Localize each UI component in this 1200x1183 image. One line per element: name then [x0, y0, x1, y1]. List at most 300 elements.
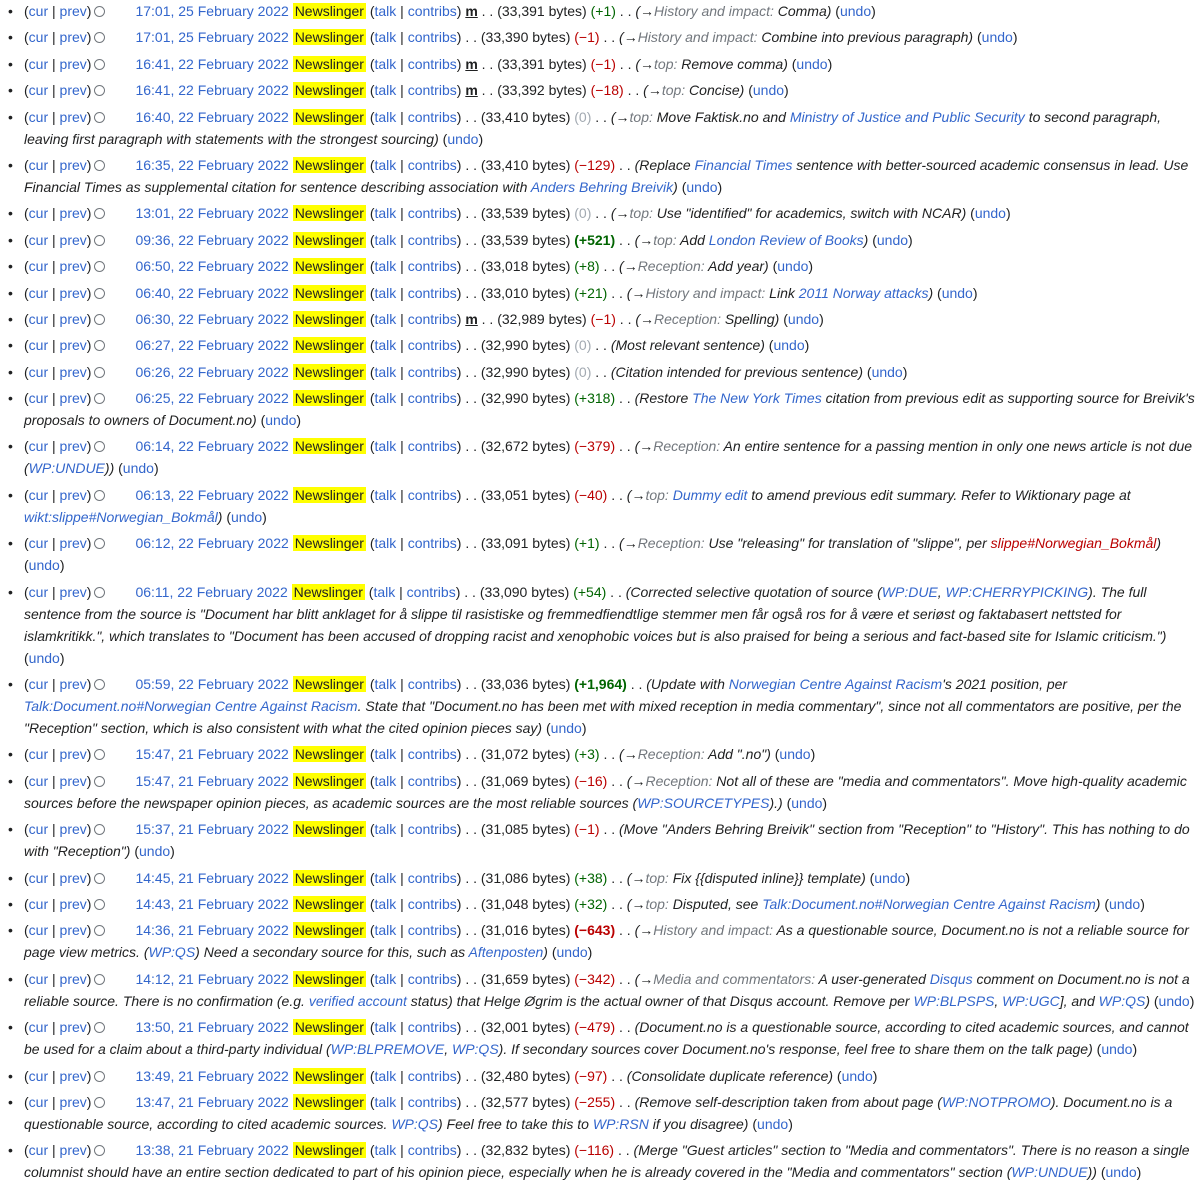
talk-link[interactable]: talk [374, 486, 397, 503]
prev-link[interactable]: prev [59, 363, 87, 380]
user-link[interactable]: Newslinger [294, 310, 364, 327]
prev-link[interactable]: prev [59, 310, 87, 327]
compare-radio[interactable] [94, 59, 105, 70]
prev-link[interactable]: prev [59, 82, 87, 99]
cur-link[interactable]: cur [28, 29, 49, 46]
talk-link[interactable]: talk [374, 82, 397, 99]
timestamp-link[interactable]: 06:26, 22 February 2022 [135, 363, 289, 380]
timestamp-link[interactable]: 14:43, 21 February 2022 [135, 895, 289, 912]
compare-radio[interactable] [94, 974, 105, 985]
undo-link[interactable]: undo [139, 843, 171, 860]
talk-link[interactable]: talk [374, 156, 397, 173]
contribs-link[interactable]: contribs [407, 922, 457, 939]
user-link[interactable]: Newslinger [294, 535, 364, 552]
compare-radio[interactable] [94, 925, 105, 936]
contribs-link[interactable]: contribs [407, 390, 457, 407]
user-link[interactable]: Newslinger [294, 231, 364, 248]
talk-link[interactable]: talk [374, 205, 397, 222]
contribs-link[interactable]: contribs [407, 1142, 457, 1159]
prev-link[interactable]: prev [59, 772, 87, 789]
contribs-link[interactable]: contribs [406, 583, 456, 600]
summary-text: ) [863, 231, 869, 248]
prev-link[interactable]: prev [59, 205, 87, 222]
summary-link[interactable]: WP:BLPREMOVE [330, 1041, 445, 1058]
talk-link[interactable]: talk [374, 922, 397, 939]
compare-radio[interactable] [94, 367, 105, 378]
contribs-link[interactable]: contribs [407, 1019, 457, 1036]
talk-link[interactable]: talk [374, 337, 397, 354]
timestamp-link[interactable]: 15:47, 21 February 2022 [135, 772, 289, 789]
timestamp-link[interactable]: 06:25, 22 February 2022 [135, 390, 289, 407]
timestamp-link[interactable]: 05:59, 22 February 2022 [135, 676, 289, 693]
prev-link[interactable]: prev [59, 676, 87, 693]
cur-link[interactable]: cur [28, 156, 49, 173]
user-link[interactable]: Newslinger [294, 1067, 364, 1084]
summary-link[interactable]: Dummy edit [672, 486, 748, 503]
contribs-link[interactable]: contribs [407, 821, 457, 838]
prev-link[interactable]: prev [59, 869, 87, 886]
prev-link[interactable]: prev [59, 746, 87, 763]
user-link[interactable]: Newslinger [294, 772, 364, 789]
undo-link[interactable]: undo [839, 3, 872, 19]
prev-link[interactable]: prev [59, 156, 87, 173]
prev-link[interactable]: prev [59, 337, 87, 354]
compare-radio[interactable] [94, 679, 105, 690]
undo-link[interactable]: undo [757, 1115, 789, 1132]
compare-radio[interactable] [94, 441, 105, 452]
byte-diff: (−1) [574, 29, 600, 46]
summary-text: sentence with better-sourced academic consensus in lead. Use Financial Times as supplemental citation for sentence describing association with [24, 156, 1189, 195]
summary-link[interactable]: WP:CHERRYPICKING [945, 583, 1089, 600]
undo-link[interactable]: undo [787, 310, 820, 327]
cur-link[interactable]: cur [28, 970, 49, 987]
compare-radio[interactable] [94, 1071, 105, 1082]
user-link[interactable]: Newslinger [294, 970, 364, 987]
byte-size: (32,990 bytes) [480, 337, 571, 354]
cur-link[interactable]: cur [28, 922, 49, 939]
talk-link[interactable]: talk [374, 869, 397, 886]
talk-link[interactable]: talk [374, 772, 397, 789]
prev-link[interactable]: prev [59, 1067, 87, 1084]
timestamp-link[interactable]: 06:40, 22 February 2022 [135, 284, 289, 301]
summary-text: (Remove self-description taken from about page ( [634, 1093, 942, 1110]
compare-radio[interactable] [94, 314, 105, 325]
prev-link[interactable]: prev [59, 3, 87, 19]
undo-link[interactable]: undo [556, 944, 588, 961]
user-link[interactable]: Newslinger [294, 869, 364, 886]
compare-radio[interactable] [94, 1097, 105, 1108]
user-link[interactable]: Newslinger [294, 1142, 364, 1159]
undo-link[interactable]: undo [871, 363, 903, 380]
prev-link[interactable]: prev [59, 821, 87, 838]
prev-link[interactable]: prev [59, 258, 87, 275]
compare-radio[interactable] [94, 1145, 105, 1156]
timestamp-link[interactable]: 06:14, 22 February 2022 [135, 438, 289, 455]
cur-link[interactable]: cur [28, 486, 49, 503]
undo-link[interactable]: undo [231, 508, 263, 525]
cur-link[interactable]: cur [28, 284, 49, 301]
user-link[interactable]: Newslinger [294, 676, 364, 693]
undo-link[interactable]: undo [447, 130, 479, 147]
compare-radio[interactable] [94, 32, 105, 43]
cur-link[interactable]: cur [28, 3, 49, 19]
talk-link[interactable]: talk [374, 1093, 397, 1110]
talk-link[interactable]: talk [374, 108, 397, 125]
contribs-link[interactable]: contribs [407, 486, 457, 503]
cur-link[interactable]: cur [28, 231, 49, 248]
prev-link[interactable]: prev [59, 108, 87, 125]
talk-link[interactable]: talk [373, 583, 396, 600]
cur-link[interactable]: cur [28, 363, 49, 380]
compare-radio[interactable] [94, 85, 105, 96]
talk-link[interactable]: talk [374, 29, 397, 46]
user-link[interactable]: Newslinger [294, 55, 364, 72]
contribs-link[interactable]: contribs [407, 676, 457, 693]
user-link[interactable]: Newslinger [294, 486, 364, 503]
user-link[interactable]: Newslinger [294, 108, 364, 125]
user-link[interactable]: Newslinger [294, 922, 364, 939]
compare-radio[interactable] [94, 749, 105, 760]
contribs-link[interactable]: contribs [407, 310, 457, 327]
talk-link[interactable]: talk [374, 1067, 397, 1084]
byte-size: (33,090 bytes) [479, 583, 570, 600]
user-link[interactable]: Newslinger [294, 363, 364, 380]
compare-radio[interactable] [94, 340, 105, 351]
user-link[interactable]: Newslinger [294, 390, 364, 407]
compare-radio[interactable] [94, 112, 105, 123]
undo-link[interactable]: undo [1105, 1164, 1137, 1181]
byte-diff: (−18) [590, 82, 624, 99]
prev-link[interactable]: prev [59, 1142, 87, 1159]
cur-link[interactable]: cur [28, 438, 49, 455]
summary-link[interactable]: 2011 Norway attacks [798, 284, 929, 301]
timestamp-link[interactable]: 06:27, 22 February 2022 [135, 337, 289, 354]
summary-link[interactable]: Talk:Document.no#Norwegian Centre Against Racism [762, 895, 1096, 912]
summary-text: ) Need a secondary source for this, such as [195, 944, 469, 961]
prev-link[interactable]: prev [59, 1093, 87, 1110]
contribs-link[interactable]: contribs [407, 29, 457, 46]
undo-link[interactable]: undo [773, 337, 805, 354]
summary-link[interactable]: Financial Times [694, 156, 793, 173]
compare-radio[interactable] [94, 288, 105, 299]
compare-radio[interactable] [94, 899, 105, 910]
contribs-link[interactable]: contribs [407, 772, 457, 789]
undo-link[interactable]: undo [777, 258, 809, 275]
compare-radio[interactable] [94, 587, 105, 598]
timestamp-link[interactable]: 14:36, 21 February 2022 [135, 922, 289, 939]
contribs-link[interactable]: contribs [407, 363, 457, 380]
cur-link[interactable]: cur [28, 895, 49, 912]
contribs-link[interactable]: contribs [407, 746, 457, 763]
cur-link[interactable]: cur [28, 258, 49, 275]
cur-link[interactable]: cur [28, 583, 49, 600]
contribs-link[interactable]: contribs [407, 231, 457, 248]
user-link[interactable]: Newslinger [294, 258, 364, 275]
undo-link[interactable]: undo [876, 231, 909, 248]
contribs-link[interactable]: contribs [407, 1067, 457, 1084]
timestamp-link[interactable]: 16:41, 22 February 2022 [135, 55, 289, 72]
undo-link[interactable]: undo [874, 869, 906, 886]
summary-link[interactable]: Ministry of Justice and Public Security [789, 108, 1025, 125]
undo-link[interactable]: undo [1101, 1041, 1133, 1058]
summary-text: comment on Document.no is not a reliable source. There is no confirmation (e.g. [24, 970, 1190, 1009]
timestamp-link[interactable]: 17:01, 25 February 2022 [135, 3, 289, 19]
talk-link[interactable]: talk [374, 970, 397, 987]
cur-link[interactable]: cur [28, 535, 49, 552]
byte-size: (32,001 bytes) [480, 1019, 571, 1036]
contribs-link[interactable]: contribs [407, 1093, 457, 1110]
byte-size: (31,072 bytes) [480, 746, 571, 763]
summary-link[interactable]: WP:UNDUE [1011, 1164, 1088, 1181]
contribs-link[interactable]: contribs [407, 258, 457, 275]
timestamp-link[interactable]: 06:50, 22 February 2022 [135, 258, 289, 275]
contribs-link[interactable]: contribs [407, 55, 457, 72]
user-link[interactable]: Newslinger [294, 438, 364, 455]
user-link[interactable]: Newslinger [294, 205, 364, 222]
undo-link[interactable]: undo [841, 1067, 873, 1084]
prev-link[interactable]: prev [59, 29, 87, 46]
summary-text: top: [629, 205, 653, 222]
undo-link[interactable]: undo [779, 746, 811, 763]
byte-size: (32,990 bytes) [480, 363, 571, 380]
timestamp-link[interactable]: 16:35, 22 February 2022 [135, 156, 289, 173]
history-row: • (cur | prev) 06:50, 22 February 2022 Newslinger (talk | contribs) . . (33,018 bytes) (+8) . . (→Reception: Add year) (undo) [8, 255, 1200, 277]
timestamp-link[interactable]: 13:49, 21 February 2022 [135, 1067, 289, 1084]
summary-text: top: [645, 869, 669, 886]
prev-link[interactable]: prev [59, 970, 87, 987]
summary-link[interactable]: WP:QS [148, 944, 196, 961]
cur-link[interactable]: cur [28, 82, 49, 99]
summary-link[interactable]: WP:UGC [1002, 992, 1060, 1009]
summary-text: (Update with [646, 676, 729, 693]
talk-link[interactable]: talk [374, 746, 397, 763]
undo-link[interactable]: undo [981, 29, 1013, 46]
talk-link[interactable]: talk [374, 438, 397, 455]
summary-link[interactable]: WP:UNDUE [28, 460, 105, 477]
summary-link[interactable]: WP:QS [451, 1041, 499, 1058]
prev-link[interactable]: prev [59, 535, 87, 552]
compare-radio[interactable] [94, 208, 105, 219]
contribs-link[interactable]: contribs [407, 205, 457, 222]
user-link[interactable]: Newslinger [294, 746, 364, 763]
undo-link[interactable]: undo [550, 720, 582, 737]
cur-link[interactable]: cur [28, 205, 49, 222]
prev-link[interactable]: prev [59, 486, 87, 503]
talk-link[interactable]: talk [374, 821, 397, 838]
talk-link[interactable]: talk [374, 3, 397, 19]
timestamp-link[interactable]: 16:41, 22 February 2022 [135, 82, 289, 99]
cur-link[interactable]: cur [28, 108, 49, 125]
user-link[interactable]: Newslinger [294, 1019, 364, 1036]
edit-summary [627, 1068, 833, 1084]
talk-link[interactable]: talk [374, 231, 397, 248]
cur-link[interactable]: cur [28, 1142, 49, 1159]
summary-text: ( [619, 258, 624, 275]
user-link[interactable]: Newslinger [294, 895, 364, 912]
timestamp-link[interactable]: 13:01, 22 February 2022 [135, 205, 289, 222]
summary-link[interactable]: wikt:slippe#Norwegian_Bokmål [24, 508, 218, 525]
summary-text: → [640, 55, 655, 72]
compare-radio[interactable] [94, 776, 105, 787]
contribs-link[interactable]: contribs [407, 438, 457, 455]
talk-link[interactable]: talk [374, 55, 397, 72]
prev-link[interactable]: prev [59, 231, 87, 248]
contribs-link[interactable]: contribs [407, 895, 457, 912]
talk-link[interactable]: talk [374, 363, 397, 380]
summary-link[interactable]: Norwegian Centre Against Racism [728, 676, 943, 693]
summary-link[interactable]: slippe#Norwegian_Bokmål [990, 535, 1157, 552]
summary-link[interactable]: London Review of Books [708, 231, 864, 248]
user-link[interactable]: Newslinger [294, 82, 364, 99]
contribs-link[interactable]: contribs [407, 337, 457, 354]
cur-link[interactable]: cur [28, 55, 49, 72]
user-link[interactable]: Newslinger [294, 156, 364, 173]
cur-link[interactable]: cur [28, 1067, 49, 1084]
user-link[interactable]: Newslinger [294, 1093, 364, 1110]
timestamp-link[interactable]: 14:45, 21 February 2022 [135, 869, 289, 886]
timestamp-link[interactable]: 15:47, 21 February 2022 [135, 746, 289, 763]
undo-link[interactable]: undo [974, 205, 1006, 222]
undo-link[interactable]: undo [28, 649, 60, 666]
undo-link[interactable]: undo [28, 557, 60, 574]
contribs-link[interactable]: contribs [407, 108, 457, 125]
timestamp-link[interactable]: 14:12, 21 February 2022 [135, 970, 289, 987]
summary-text: Combine into previous paragraph) [757, 29, 974, 46]
byte-size: (32,672 bytes) [480, 438, 571, 455]
summary-text: ( [634, 922, 640, 939]
prev-link[interactable]: prev [59, 390, 87, 407]
talk-link[interactable]: talk [374, 390, 397, 407]
talk-link[interactable]: talk [374, 895, 397, 912]
edit-summary [611, 205, 966, 221]
summary-link[interactable]: WP:QS [391, 1115, 438, 1132]
cur-link[interactable]: cur [28, 869, 49, 886]
timestamp-link[interactable]: 13:50, 21 February 2022 [135, 1019, 289, 1036]
talk-link[interactable]: talk [374, 310, 397, 327]
talk-link[interactable]: talk [374, 1142, 397, 1159]
timestamp-link[interactable]: 13:38, 21 February 2022 [135, 1142, 289, 1159]
undo-link[interactable]: undo [1158, 992, 1190, 1009]
prev-link[interactable]: prev [59, 55, 87, 72]
undo-link[interactable]: undo [752, 82, 785, 99]
user-link[interactable]: Newslinger [294, 284, 364, 301]
byte-size: (31,085 bytes) [480, 821, 571, 838]
compare-radio[interactable] [94, 393, 105, 404]
cur-link[interactable]: cur [28, 390, 49, 407]
timestamp-link[interactable]: 15:37, 21 February 2022 [135, 821, 289, 838]
compare-radio[interactable] [94, 1022, 105, 1033]
talk-link[interactable]: talk [374, 258, 397, 275]
prev-link[interactable]: prev [59, 1019, 87, 1036]
byte-diff: (+521) [574, 231, 616, 248]
summary-link[interactable]: WP:NOTPROMO [941, 1093, 1051, 1110]
compare-radio[interactable] [94, 6, 105, 17]
timestamp-link[interactable]: 06:30, 22 February 2022 [135, 310, 289, 327]
prev-link[interactable]: prev [59, 438, 87, 455]
talk-link[interactable]: talk [374, 1019, 397, 1036]
cur-link[interactable]: cur [28, 746, 49, 763]
byte-size: (33,410 bytes) [480, 108, 571, 125]
prev-link[interactable]: prev [59, 583, 87, 600]
undo-link[interactable]: undo [122, 460, 154, 477]
summary-link[interactable]: Disqus [929, 970, 973, 987]
edit-summary [611, 337, 765, 353]
byte-diff: (+1) [574, 535, 600, 552]
talk-link[interactable]: talk [374, 535, 397, 552]
timestamp-link[interactable]: 06:12, 22 February 2022 [135, 535, 289, 552]
summary-link[interactable]: WP:BLPSPS [913, 992, 995, 1009]
user-link[interactable]: Newslinger [293, 583, 363, 600]
timestamp-link[interactable]: 13:47, 21 February 2022 [135, 1093, 289, 1110]
cur-link[interactable]: cur [28, 337, 49, 354]
cur-link[interactable]: cur [28, 676, 49, 693]
timestamp-link[interactable]: 06:11, 22 February 2022 [135, 583, 288, 600]
summary-link[interactable]: The New York Times [692, 390, 822, 407]
undo-link[interactable]: undo [1109, 895, 1141, 912]
summary-text: ( [635, 310, 641, 327]
contribs-link[interactable]: contribs [407, 970, 457, 987]
compare-radio[interactable] [94, 824, 105, 835]
undo-link[interactable]: undo [791, 794, 823, 811]
contribs-link[interactable]: contribs [407, 869, 457, 886]
undo-link[interactable]: undo [941, 284, 973, 301]
summary-link[interactable]: Anders Behring Breivik [530, 178, 674, 195]
undo-link[interactable]: undo [796, 55, 828, 72]
summary-link[interactable]: WP:DUE [881, 583, 938, 600]
contribs-link[interactable]: contribs [407, 82, 457, 99]
cur-link[interactable]: cur [28, 310, 49, 327]
compare-radio[interactable] [94, 261, 105, 272]
compare-radio[interactable] [94, 538, 105, 549]
summary-link[interactable]: Aftenposten [468, 944, 544, 961]
cur-link[interactable]: cur [28, 821, 49, 838]
byte-size: (31,659 bytes) [480, 970, 571, 987]
contribs-link[interactable]: contribs [407, 284, 457, 301]
compare-radio[interactable] [94, 873, 105, 884]
timestamp-link[interactable]: 06:13, 22 February 2022 [135, 486, 289, 503]
prev-link[interactable]: prev [59, 284, 87, 301]
summary-text: Reception: [653, 438, 721, 455]
contribs-link[interactable]: contribs [407, 535, 457, 552]
talk-link[interactable]: talk [374, 284, 397, 301]
user-link[interactable]: Newslinger [294, 337, 364, 354]
undo-link[interactable]: undo [265, 412, 297, 429]
compare-radio[interactable] [94, 235, 105, 246]
cur-link[interactable]: cur [28, 772, 49, 789]
user-link[interactable]: Newslinger [294, 821, 364, 838]
cur-link[interactable]: cur [28, 1019, 49, 1036]
summary-link[interactable]: WP:RSN [592, 1115, 649, 1132]
compare-radio[interactable] [94, 490, 105, 501]
summary-link[interactable]: WP:SOURCETYPES [637, 794, 770, 811]
contribs-link[interactable]: contribs [407, 3, 457, 19]
contribs-link[interactable]: contribs [407, 156, 457, 173]
compare-radio[interactable] [94, 160, 105, 171]
user-link[interactable]: Newslinger [294, 3, 364, 19]
prev-link[interactable]: prev [59, 922, 87, 939]
talk-link[interactable]: talk [374, 676, 397, 693]
summary-link[interactable]: verified account [308, 992, 407, 1009]
timestamp-link[interactable]: 16:40, 22 February 2022 [135, 108, 289, 125]
undo-link[interactable]: undo [686, 178, 718, 195]
cur-link[interactable]: cur [28, 1093, 49, 1110]
summary-link[interactable]: Talk:Document.no#Norwegian Centre Against Racism [24, 698, 358, 715]
timestamp-link[interactable]: 09:36, 22 February 2022 [135, 231, 289, 248]
timestamp-link[interactable]: 17:01, 25 February 2022 [135, 29, 289, 46]
summary-link[interactable]: WP:QS [1098, 992, 1146, 1009]
prev-link[interactable]: prev [59, 895, 87, 912]
user-link[interactable]: Newslinger [294, 29, 364, 46]
